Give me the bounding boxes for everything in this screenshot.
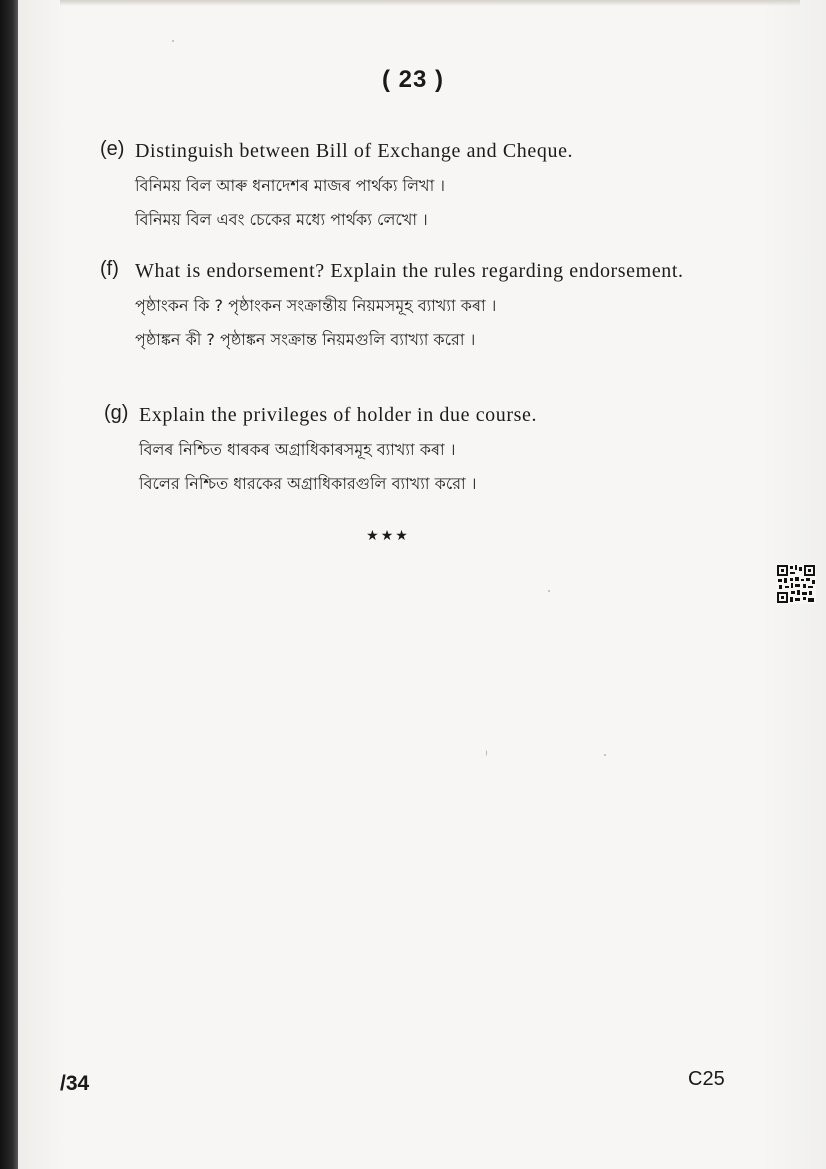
binding-edge <box>0 0 18 1169</box>
question-english-text: Distinguish between Bill of Exchange and Cheque. <box>135 140 574 162</box>
question-g <box>104 402 704 494</box>
question-f <box>100 258 700 350</box>
paper-speck <box>172 40 174 42</box>
question-label: (f) <box>100 258 119 280</box>
question-bengali-text: বিলের নিশ্চিত ধারকের অগ্রাধিকারগুলি ব্যাখ্যা করো । <box>139 474 477 493</box>
qr-code-icon <box>776 564 816 604</box>
paper-code-right: C25 <box>688 1068 725 1090</box>
question-label: (e) <box>100 138 125 160</box>
question-assamese-text: বিনিময় বিল আৰু ধনাদেশৰ মাজৰ পাৰ্থক্য লিখা । <box>135 176 446 195</box>
question-english-text: What is endorsement? Explain the rules regarding endorsement. <box>135 260 684 282</box>
question-english-text: Explain the privileges of holder in due course. <box>139 404 538 426</box>
paper-speck <box>548 590 550 592</box>
question-bengali-text: বিনিময় বিল এবং চেকের মধ্যে পার্থক্য লেখো । <box>135 210 428 229</box>
paper-speck <box>604 754 606 756</box>
question-bengali-text: পৃষ্ঠাঙ্কন কী ? পৃষ্ঠাঙ্কন সংক্রান্ত নিয়মগুলি ব্যাখ্যা করো । <box>135 330 476 349</box>
page-top-edge <box>60 0 800 6</box>
question-label: (g) <box>104 402 129 424</box>
question-assamese-text: বিলৰ নিশ্চিত ধাৰকৰ অগ্ৰাধিকাৰসমূহ ব্যাখ্যা কৰা । <box>139 440 456 459</box>
question-e <box>100 138 700 230</box>
page-number: ( 23 ) <box>381 66 444 93</box>
section-end-stars: ★★★ <box>366 528 410 544</box>
paper-code-left: /34 <box>60 1072 90 1095</box>
question-assamese-text: পৃষ্ঠাংকন কি ? পৃষ্ঠাংকন সংক্ৰান্তীয় নিয়মসমূহ ব্যাখ্যা কৰা । <box>135 296 497 315</box>
paper-speck <box>486 750 487 756</box>
